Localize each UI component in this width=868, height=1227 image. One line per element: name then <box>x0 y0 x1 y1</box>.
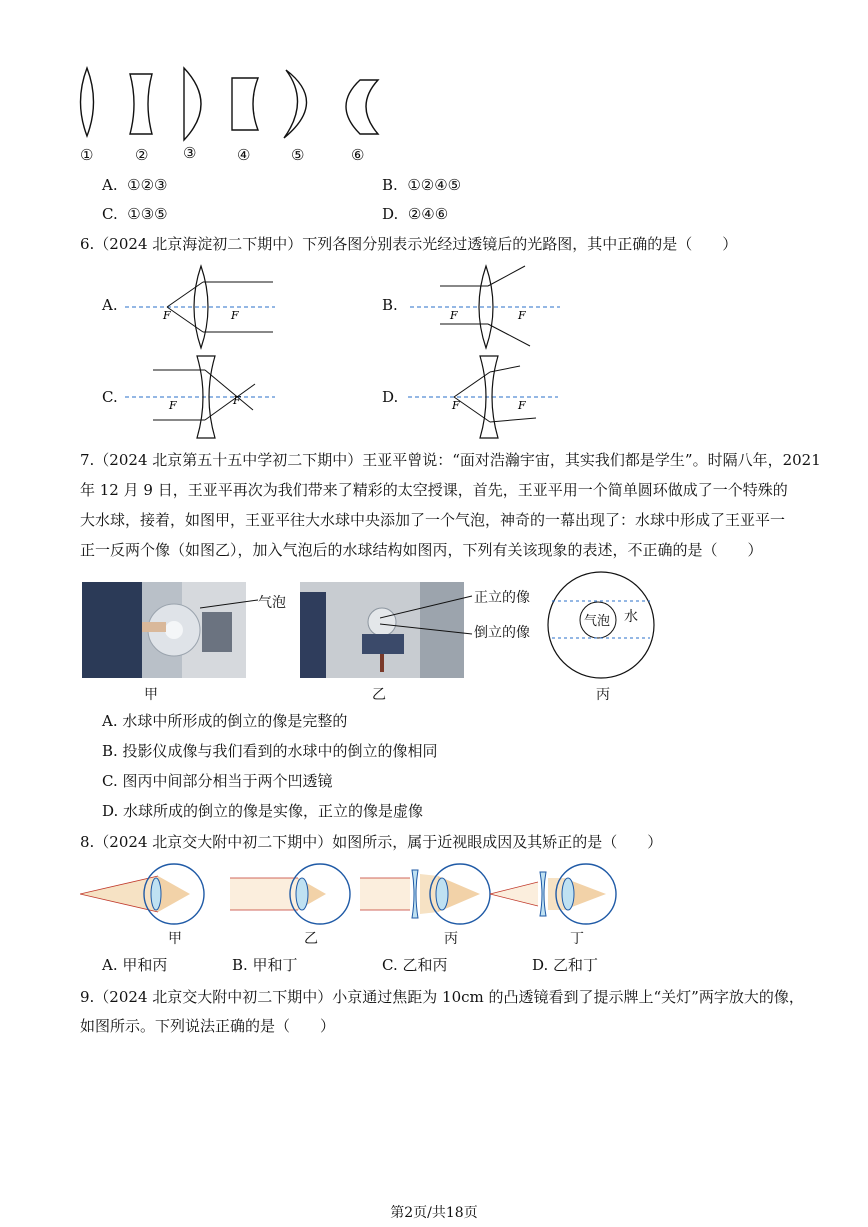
lens-shape-3 <box>184 68 201 140</box>
q9-stem-line-1: 9.（2024 北京交大附中初二下期中）小京通过焦距为 10cm 的凸透镜看到了提示牌上“关灯”两字放大的像， <box>80 988 804 1006</box>
q7-stem-line-3: 大水球，接着，如图甲，王亚平往大水球中央添加了一个气泡，神奇的一幕出现了：水球中形成了王亚平一 <box>80 511 786 529</box>
lens-label-1: ① <box>80 146 94 164</box>
q6-diagram-d[interactable] <box>408 354 558 440</box>
q6-option-c-label[interactable]: C. <box>102 388 118 406</box>
eye-yi <box>230 864 350 924</box>
q6-option-a-label[interactable]: A. <box>102 296 118 314</box>
eye-caption-ding: 丁 <box>570 931 584 947</box>
q5-option-c[interactable]: C. ①③⑤ <box>102 205 168 223</box>
page-footer: 第2页/共18页 <box>390 1205 478 1221</box>
lens-shape-1 <box>81 68 94 136</box>
lens-label-6: ⑥ <box>351 146 365 164</box>
q8-option-c[interactable]: C. 乙和丙 <box>382 956 448 974</box>
eye-caption-jia: 甲 <box>168 931 182 947</box>
lens-shape-4 <box>232 78 258 130</box>
q5-option-b[interactable]: B. ①②④⑤ <box>382 176 462 194</box>
lens-shape-2 <box>130 74 152 134</box>
eye-bing <box>360 864 490 924</box>
q5-option-d[interactable]: D. ②④⑥ <box>382 205 449 223</box>
bubble-pointer <box>200 592 260 612</box>
q7-option-a[interactable]: A. 水球中所形成的倒立的像是完整的 <box>102 712 348 730</box>
q8-option-a[interactable]: A. 甲和丙 <box>102 956 168 974</box>
eye-caption-yi: 乙 <box>304 931 318 947</box>
focus-label: F <box>163 309 171 322</box>
eye-ding <box>490 864 616 924</box>
q9-stem-line-2: 如图所示。下列说法正确的是（ ） <box>80 1017 336 1035</box>
lens-label-5: ⑤ <box>291 146 305 164</box>
q5-option-a[interactable]: A. ①②③ <box>102 176 168 194</box>
q8-option-b[interactable]: B. 甲和丁 <box>232 956 298 974</box>
q6-diagram-a[interactable] <box>125 262 275 352</box>
q8-option-d[interactable]: D. 乙和丁 <box>532 956 599 974</box>
q7-option-d[interactable]: D. 水球所成的倒立的像是实像，正立的像是虚像 <box>102 802 424 820</box>
lens-label-3: ③ <box>183 144 197 162</box>
q7-option-c[interactable]: C. 图丙中间部分相当于两个凹透镜 <box>102 772 333 790</box>
inverted-image-label: 倒立的像 <box>474 625 530 641</box>
focus-label: F <box>518 399 526 412</box>
q6-stem: 6.（2024 北京海淀初二下期中）下列各图分别表示光经过透镜后的光路图，其中正确的是（ ） <box>80 235 738 253</box>
q6-diagram-c[interactable] <box>125 354 275 440</box>
caption-bing: 丙 <box>596 687 610 703</box>
q6-option-b-label[interactable]: B. <box>382 296 398 314</box>
lens-label-4: ④ <box>237 146 251 164</box>
eye-diagrams <box>80 862 620 928</box>
focus-label: F <box>518 309 526 322</box>
bubble-label: 气泡 <box>258 595 286 611</box>
focus-label: F <box>231 309 239 322</box>
eye-jia <box>80 864 204 924</box>
bubble-inner-label: 气泡 <box>584 614 611 629</box>
caption-yi: 乙 <box>372 687 386 703</box>
focus-label: F <box>233 394 241 407</box>
q7-stem-line-1: 7.（2024 北京第五十五中学初二下期中）王亚平曾说：“面对浩瀚宇宙，其实我们都是学生”。时隔八年，2021 <box>80 451 821 469</box>
water-label: 水 <box>624 609 638 625</box>
lens-shape-5 <box>284 70 307 138</box>
focus-label: F <box>169 399 177 412</box>
q6-diagram-b[interactable] <box>410 262 560 352</box>
q7-stem-line-4: 正一反两个像（如图乙），加入气泡后的水球结构如图丙，下列有关该现象的表述，不正确的是（ ） <box>80 541 763 559</box>
lens-label-2: ② <box>135 146 149 164</box>
focus-label: F <box>450 309 458 322</box>
lens-shape-6 <box>346 80 378 134</box>
q7-stem-line-2: 年 12 月 9 日，王亚平再次为我们带来了精彩的太空授课，首先，王亚平用一个简单圆环做成了一个特殊的 <box>80 481 788 499</box>
focus-label: F <box>452 399 460 412</box>
q8-stem: 8.（2024 北京交大附中初二下期中）如图所示，属于近视眼成因及其矫正的是（ ） <box>80 833 663 851</box>
upright-image-label: 正立的像 <box>474 590 530 606</box>
caption-jia: 甲 <box>144 687 158 703</box>
eye-caption-bing: 丙 <box>444 931 458 947</box>
lens-shapes-figure <box>70 62 390 142</box>
image-pointers <box>380 590 476 640</box>
q7-option-b[interactable]: B. 投影仪成像与我们看到的水球中的倒立的像相同 <box>102 742 438 760</box>
q6-option-d-label[interactable]: D. <box>382 388 399 406</box>
